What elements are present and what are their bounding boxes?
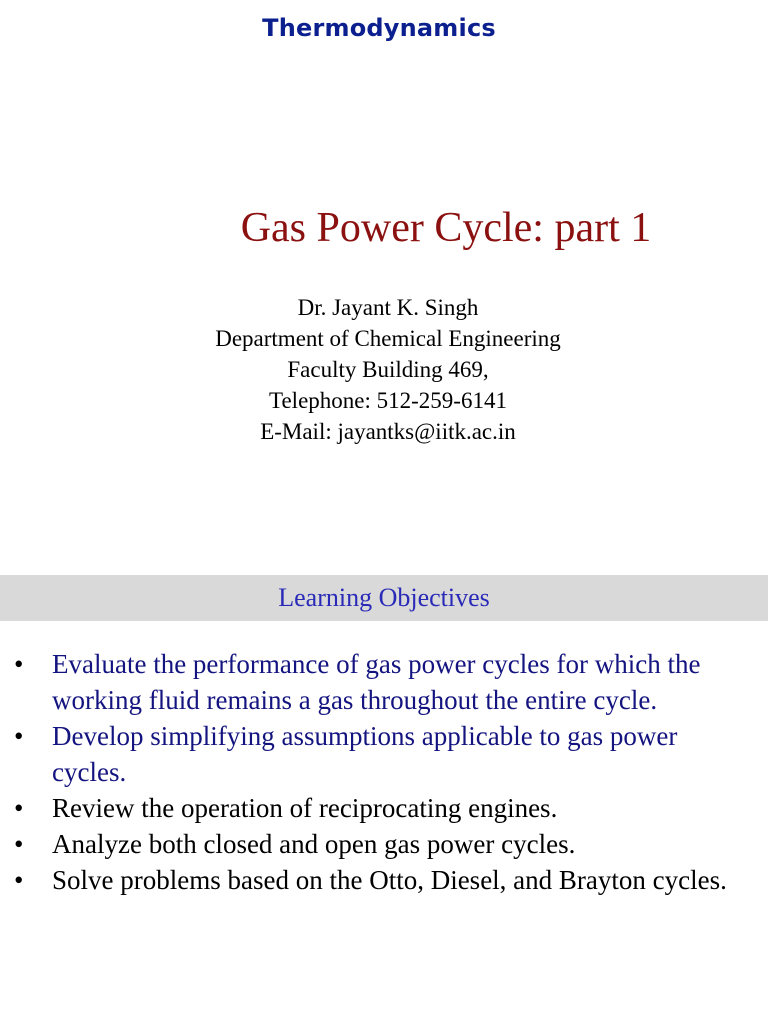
objectives-heading: Learning Objectives [278, 583, 490, 612]
lecture-title: Gas Power Cycle: part 1 [240, 205, 652, 251]
list-item [0, 826, 768, 862]
objective-text: Solve problems based on the Otto, Diesel, and Brayton cycles. [52, 865, 727, 895]
author-info [0, 292, 768, 447]
author-telephone: Telephone: 512-259-6141 [269, 388, 507, 413]
bullet-icon: • [14, 793, 24, 823]
author-department: Department of Chemical Engineering [215, 326, 561, 351]
bullet-icon: • [14, 649, 24, 679]
author-office: Faculty Building 469, [287, 357, 489, 382]
objectives-list [0, 646, 768, 898]
bullet-icon: • [14, 829, 24, 859]
list-item [0, 790, 768, 826]
author-email: E-Mail: jayantks@iitk.ac.in [260, 419, 516, 444]
author-name: Dr. Jayant K. Singh [297, 295, 479, 320]
list-item [0, 646, 768, 718]
objective-text: Analyze both closed and open gas power cycles. [52, 829, 576, 859]
course-title: Thermodynamics [262, 14, 496, 42]
bullet-icon: • [14, 721, 24, 751]
list-item [0, 718, 768, 790]
list-item [0, 862, 768, 898]
objective-text: Evaluate the performance of gas power cycles for which the working fluid remains a gas throughout the entire cycle. [52, 649, 701, 715]
objective-text: Develop simplifying assumptions applicable to gas power cycles. [52, 721, 678, 787]
objective-text: Review the operation of reciprocating engines. [52, 793, 558, 823]
bullet-icon: • [14, 865, 24, 895]
